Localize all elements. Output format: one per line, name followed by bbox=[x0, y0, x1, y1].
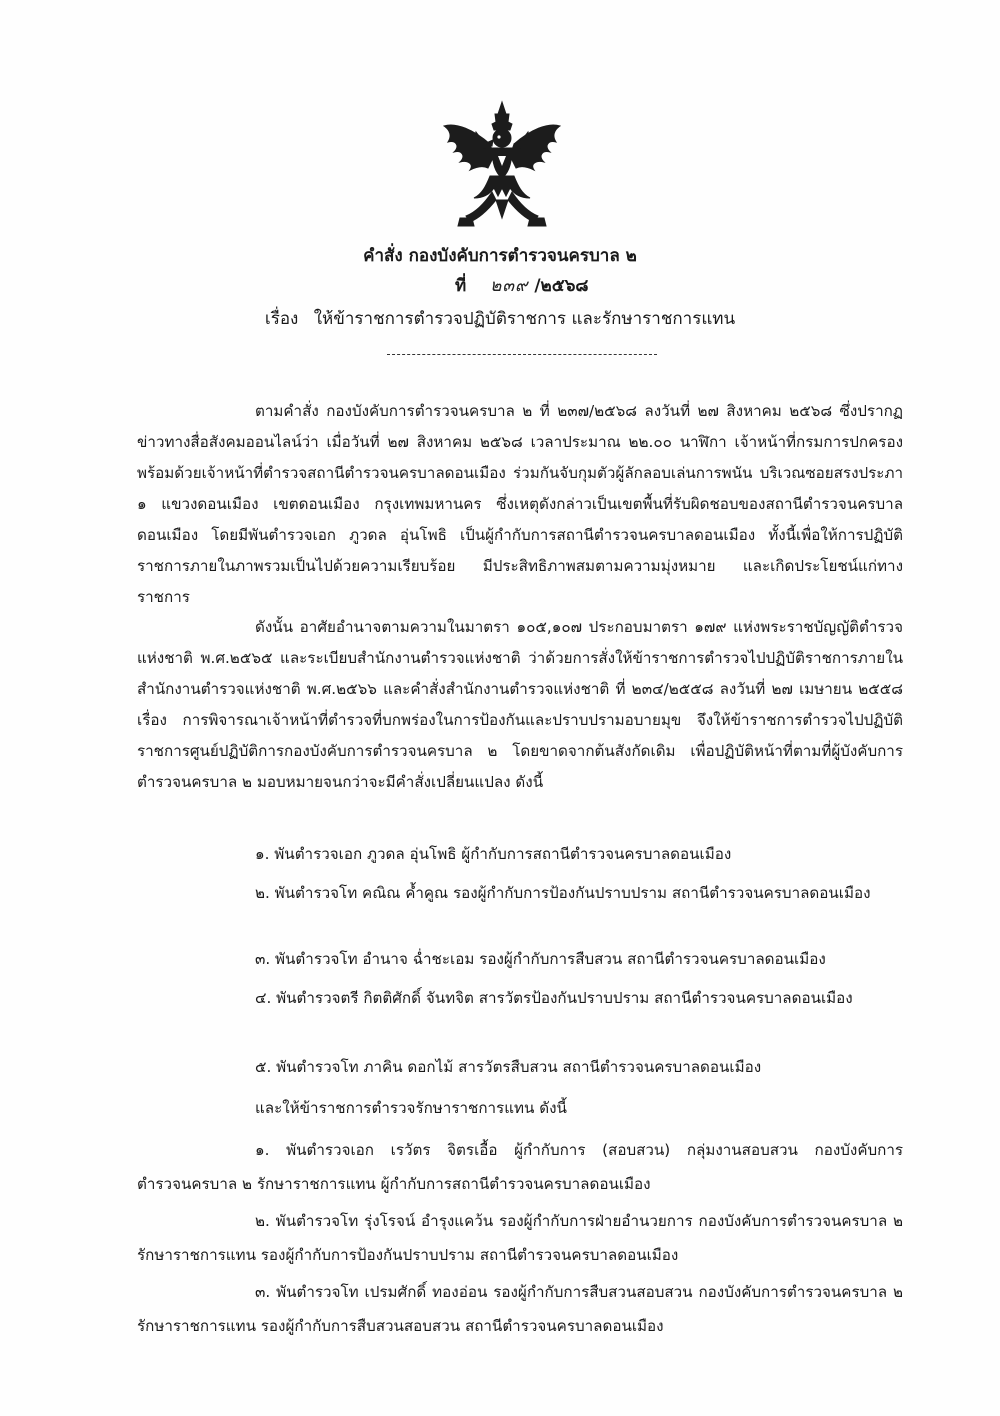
order-year: /๒๕๖๘ bbox=[534, 276, 589, 296]
garuda-emblem-icon bbox=[440, 100, 564, 228]
acting-officer-item: ๓. พันตำรวจโท เปรมศักดิ์ ทองอ่อน รองผู้กำกับการสืบสวนสอบสวน กองบังคับการตำรวจนครบาล ๒ รักษาราชการแทน รองผู้กำกับการสืบสวนสอบสวน สถานีตำรวจนครบาลดอนเมือง bbox=[137, 1283, 903, 1335]
order-number bbox=[455, 274, 589, 298]
order-title: คำสั่ง กองบังคับการตำรวจนครบาล ๒ bbox=[363, 246, 637, 266]
subject-text: ให้ข้าราชการตำรวจปฏิบัติราชการ และรักษาราชการแทน bbox=[313, 309, 736, 329]
paragraph-background: ตามคำสั่ง กองบังคับการตำรวจนครบาล ๒ ที่ ๒๓๗/๒๕๖๘ ลงวันที่ ๒๗ สิงหาคม ๒๕๖๘ ซึ่งปรากฏข่าวทางสื่อสังคมออนไลน์ว่า เมื่อวันที่ ๒๗ สิงหาคม ๒๕๖๘ เวลาประมาณ ๒๒.๐๐ นาฬิกา เจ้าหน้าที่กรมการปกครอง พร้อมด้วยเจ้าหน้าที่ตำรวจสถานีตำรวจนครบาลดอนเมือง ร่วมกันจับกุมตัวผู้ลักลอบเล่นการพนัน บริเวณซอยสรงประภา ๑ แขวงดอนเมือง เขตดอนเมือง กรุงเทพมหานคร ซึ่งเหตุดังกล่าวเป็นเขตพื้นที่รับผิดชอบของสถานีตำรวจนครบาลดอนเมือง โดยมีพันตำรวจเอก ภูวดล อุ่นโพธิ เป็นผู้กำกับการสถานีตำรวจนครบาลดอนเมือง ทั้งนี้เพื่อให้การปฏิบัติราชการภายในภาพรวมเป็นไปด้วยความเรียบร้อย มีประสิทธิภาพสมตามความมุ่งหมาย และเกิดประโยชน์แก่ทางราชการ bbox=[137, 402, 903, 606]
assigned-officer-item: ๕. พันตำรวจโท ภาคิน ดอกไม้ สารวัตรสืบสวน สถานีตำรวจนครบาลดอนเมือง bbox=[255, 1058, 762, 1076]
acting-officers-lead: และให้ข้าราชการตำรวจรักษาราชการแทน ดังนี้ bbox=[255, 1099, 567, 1117]
assigned-officer-item: ๑. พันตำรวจเอก ภูวดล อุ่นโพธิ ผู้กำกับการสถานีตำรวจนครบาลดอนเมือง bbox=[255, 845, 732, 863]
paragraph-authority: ดังนั้น อาศัยอำนาจตามความในมาตรา ๑๐๕,๑๐๗ ประกอบมาตรา ๑๗๙ แห่งพระราชบัญญัติตำรวจแห่งชาติ พ.ศ.๒๕๖๕ และระเบียบสำนักงานตำรวจแห่งชาติ ว่าด้วยการสั่งให้ข้าราชการตำรวจไปปฏิบัติราชการภายในสำนักงานตำรวจแห่งชาติ พ.ศ.๒๕๖๖ และคำสั่งสำนักงานตำรวจแห่งชาติ ที่ ๒๓๔/๒๕๕๘ ลงวันที่ ๒๗ เมษายน ๒๕๕๘ เรื่อง การพิจารณาเจ้าหน้าที่ตำรวจที่บกพร่องในการป้องกันและปราบปรามอบายมุข จึงให้ข้าราชการตำรวจไปปฏิบัติราชการศูนย์ปฏิบัติการกองบังคับการตำรวจนครบาล ๒ โดยขาดจากต้นสังกัดเดิม เพื่อปฏิบัติหน้าที่ตามที่ผู้บังคับการตำรวจนครบาล ๒ มอบหมายจนกว่าจะมีคำสั่งเปลี่ยนแปลง ดังนี้ bbox=[137, 618, 903, 791]
acting-officer-item: ๑. พันตำรวจเอก เรวัตร จิตรเอื้อ ผู้กำกับการ (สอบสวน) กลุ่มงานสอบสวน กองบังคับการตำรวจนครบาล ๒ รักษาราชการแทน ผู้กำกับการสถานีตำรวจนครบาลดอนเมือง bbox=[137, 1141, 903, 1193]
order-number-handwritten: ๒๓๙ bbox=[490, 276, 529, 296]
header-divider bbox=[387, 354, 657, 355]
subject-label: เรื่อง bbox=[264, 309, 299, 329]
assigned-officer-item: ๔. พันตำรวจตรี กิตติศักดิ์ จันทจิต สารวัตรป้องกันปราบปราม สถานีตำรวจนครบาลดอนเมือง bbox=[255, 989, 853, 1007]
order-number-label: ที่ bbox=[455, 276, 467, 296]
acting-officer-item: ๒. พันตำรวจโท รุ่งโรจน์ อำรุงแคว้น รองผู้กำกับการฝ่ายอำนวยการ กองบังคับการตำรวจนครบาล ๒ รักษาราชการแทน รองผู้กำกับการป้องกันปราบปราม สถานีตำรวจนครบาลดอนเมือง bbox=[137, 1212, 903, 1264]
assigned-officer-item: ๓. พันตำรวจโท อำนาจ ฉ่ำชะเอม รองผู้กำกับการสืบสวน สถานีตำรวจนครบาลดอนเมือง bbox=[255, 950, 826, 968]
assigned-officer-item: ๒. พันตำรวจโท คณิณ ค้ำคูณ รองผู้กำกับการป้องกันปราบปราม สถานีตำรวจนครบาลดอนเมือง bbox=[255, 884, 871, 902]
order-subject bbox=[0, 307, 1000, 331]
